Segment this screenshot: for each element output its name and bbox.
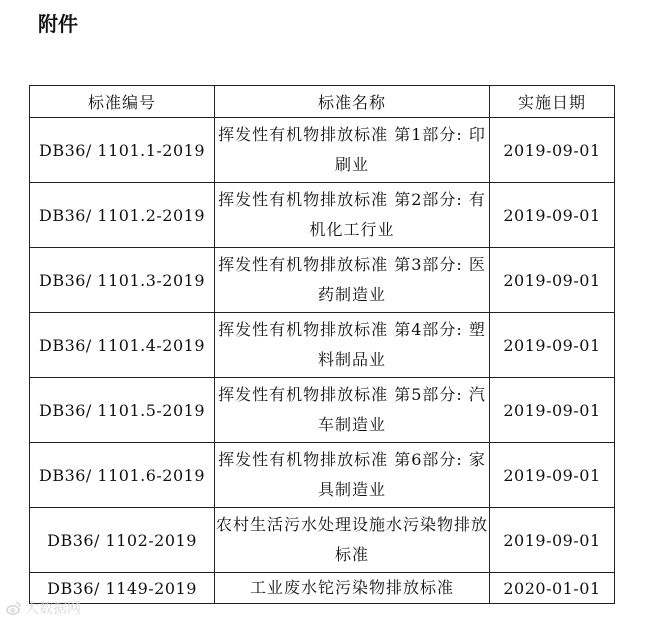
watermark	[6, 598, 81, 618]
effective-date: 2019-09-01	[490, 118, 615, 183]
table-row	[30, 183, 615, 248]
table-row	[30, 443, 615, 508]
standards-table	[29, 85, 615, 604]
effective-date: 2019-09-01	[490, 248, 615, 313]
page-heading: 附件	[38, 12, 78, 36]
standard-name: 农村生活污水处理设施水污染物排放标准	[215, 508, 490, 573]
effective-date: 2019-09-01	[490, 313, 615, 378]
standard-code: DB36/ 1101.1-2019	[30, 118, 215, 183]
standard-name: 挥发性有机物排放标准 第6部分: 家具制造业	[215, 443, 490, 508]
weibo-icon	[6, 600, 22, 616]
standard-name: 挥发性有机物排放标准 第1部分: 印刷业	[215, 118, 490, 183]
table-row	[30, 118, 615, 183]
table-row	[30, 378, 615, 443]
standard-code: DB36/ 1101.2-2019	[30, 183, 215, 248]
standard-name: 挥发性有机物排放标准 第3部分: 医药制造业	[215, 248, 490, 313]
standard-name: 工业废水铊污染物排放标准	[215, 573, 490, 604]
standard-code: DB36/ 1101.5-2019	[30, 378, 215, 443]
effective-date: 2019-09-01	[490, 443, 615, 508]
standard-code: DB36/ 1101.3-2019	[30, 248, 215, 313]
table-header-row	[30, 86, 615, 118]
standard-name: 挥发性有机物排放标准 第5部分: 汽车制造业	[215, 378, 490, 443]
table-row	[30, 248, 615, 313]
standard-code: DB36/ 1101.6-2019	[30, 443, 215, 508]
standard-code: DB36/ 1101.4-2019	[30, 313, 215, 378]
watermark-text: 大数据网	[25, 601, 81, 617]
effective-date: 2020-01-01	[490, 573, 615, 604]
standard-code: DB36/ 1149-2019	[30, 573, 215, 604]
table-row	[30, 573, 615, 604]
effective-date: 2019-09-01	[490, 378, 615, 443]
effective-date: 2019-09-01	[490, 183, 615, 248]
table-row	[30, 313, 615, 378]
standard-name: 挥发性有机物排放标准 第2部分: 有机化工行业	[215, 183, 490, 248]
standard-code: DB36/ 1102-2019	[30, 508, 215, 573]
header-standard-code: 标准编号	[30, 86, 215, 118]
effective-date: 2019-09-01	[490, 508, 615, 573]
table-row	[30, 508, 615, 573]
standard-name: 挥发性有机物排放标准 第4部分: 塑料制品业	[215, 313, 490, 378]
header-standard-name: 标准名称	[215, 86, 490, 118]
header-effective-date: 实施日期	[490, 86, 615, 118]
